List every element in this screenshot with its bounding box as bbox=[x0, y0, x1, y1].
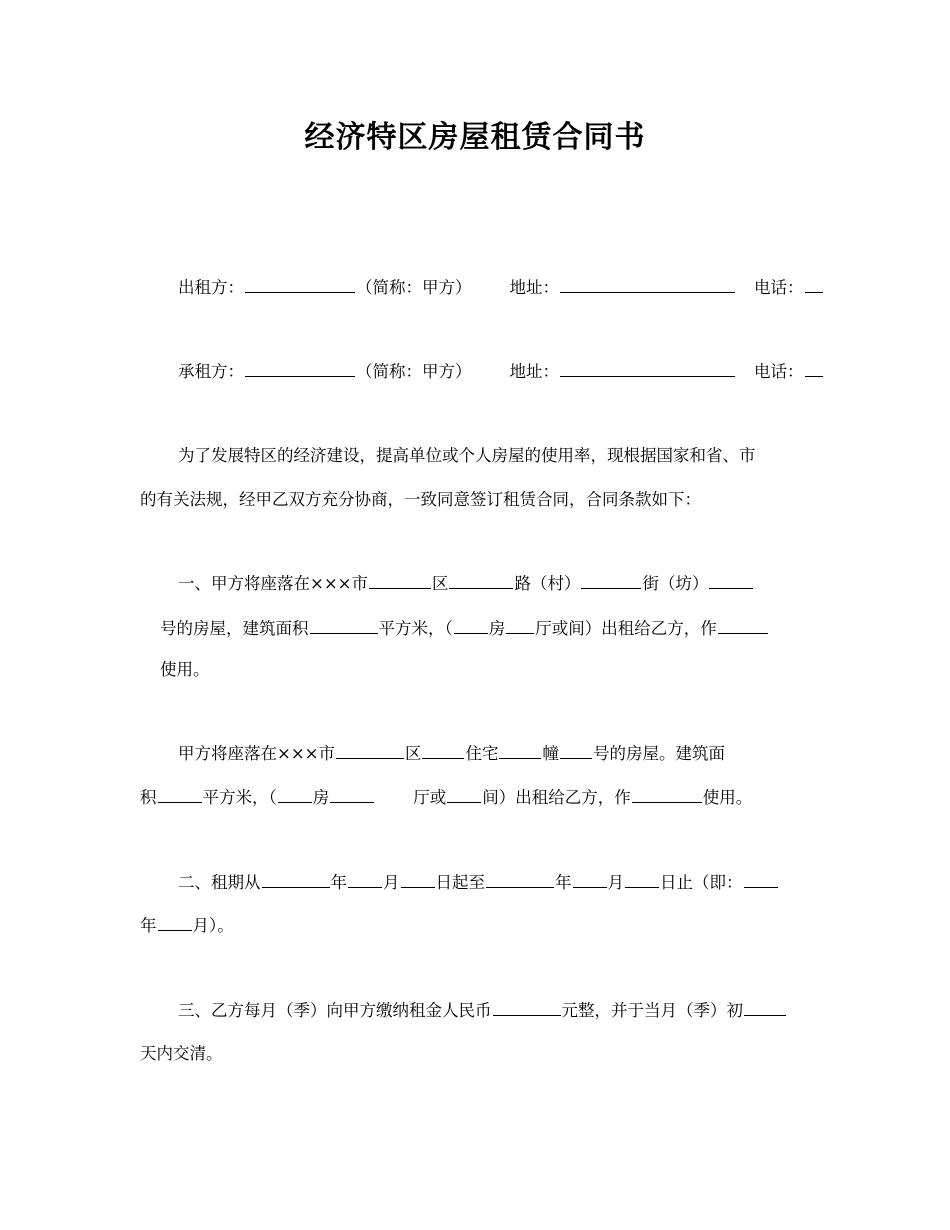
clause2-text: 二、租期从 bbox=[178, 873, 261, 892]
lessor-line bbox=[178, 274, 824, 302]
clause1-alt-text: 号的房屋。建筑面 bbox=[592, 744, 725, 763]
clause1-text: 一、甲方将座落在×××市 bbox=[178, 574, 368, 593]
lessee-phone-blank[interactable] bbox=[805, 359, 823, 377]
clause2-text: 年 bbox=[140, 916, 157, 935]
lessee-abbr: （简称：甲方） bbox=[356, 362, 472, 381]
clause2-text: 年 bbox=[330, 873, 347, 892]
clause2-line-2 bbox=[140, 912, 234, 940]
term-years-blank[interactable] bbox=[744, 870, 778, 888]
clause1-text: 房 bbox=[488, 619, 506, 638]
rooms-blank[interactable] bbox=[454, 616, 488, 634]
clause1-line-1 bbox=[178, 570, 754, 598]
lessee-name-blank[interactable] bbox=[245, 359, 355, 377]
clause1-text: 路（村） bbox=[514, 574, 581, 593]
clause1-text: 号的房屋，建筑面积 bbox=[160, 619, 309, 638]
clause3-text: 元整，并于当月（季）初 bbox=[561, 1001, 743, 1020]
rent-amount-blank[interactable] bbox=[493, 998, 561, 1016]
clause1-text: 厅或间）出租给乙方，作 bbox=[535, 619, 717, 638]
start-year-blank[interactable] bbox=[262, 870, 330, 888]
clause2-text: 月 bbox=[607, 873, 624, 892]
clause2-text: 日止（即： bbox=[660, 873, 743, 892]
document-title: 经济特区房屋租赁合同书 bbox=[304, 120, 646, 155]
rooms-blank[interactable] bbox=[278, 785, 312, 803]
clause1-alt-line-1 bbox=[178, 740, 725, 768]
clause1-text: 区 bbox=[431, 574, 449, 593]
lessee-address-blank[interactable] bbox=[560, 359, 735, 377]
lessee-line bbox=[178, 358, 824, 386]
lessee-label: 承租方： bbox=[178, 362, 244, 381]
clause1-alt-text: 区 bbox=[404, 744, 422, 763]
lessor-name-blank[interactable] bbox=[245, 275, 355, 293]
clause2-text: 月）。 bbox=[192, 916, 234, 935]
clause2-text: 月 bbox=[383, 873, 400, 892]
clause1-alt-text: 间）出租给乙方，作 bbox=[482, 788, 631, 807]
clause3-line-2: 天内交清。 bbox=[140, 1044, 223, 1063]
clause1-alt-text: 住宅 bbox=[465, 744, 499, 763]
clause1-alt-text: 平方米，（ bbox=[202, 788, 277, 807]
intro-line-1: 为了发展特区的经济建设，提高单位或个人房屋的使用率，现根据国家和省、市 bbox=[178, 446, 756, 465]
lessor-label: 出租方： bbox=[178, 278, 244, 297]
start-month-blank[interactable] bbox=[348, 870, 382, 888]
end-year-blank[interactable] bbox=[486, 870, 554, 888]
clause1-alt-text: 积 bbox=[140, 788, 157, 807]
lessor-address-label: 地址： bbox=[509, 278, 559, 297]
halls-blank[interactable] bbox=[330, 785, 374, 803]
end-month-blank[interactable] bbox=[573, 870, 607, 888]
building-blank[interactable] bbox=[499, 741, 541, 759]
city-blank[interactable] bbox=[336, 741, 404, 759]
number-blank[interactable] bbox=[560, 741, 592, 759]
lessor-address-blank[interactable] bbox=[560, 275, 735, 293]
lessee-phone-label: 电话： bbox=[754, 362, 804, 381]
street-blank[interactable] bbox=[709, 571, 753, 589]
clause1-alt-line-2 bbox=[140, 784, 752, 812]
clause1-text: 平方米，（ bbox=[378, 619, 453, 638]
payment-days-blank[interactable] bbox=[744, 998, 786, 1016]
area-blank[interactable] bbox=[310, 616, 378, 634]
usage-blank[interactable] bbox=[632, 785, 702, 803]
lessor-abbr: （简称：甲方） bbox=[356, 278, 472, 297]
rooms-or-blank[interactable] bbox=[447, 785, 481, 803]
clause1-alt-text: 使用。 bbox=[702, 788, 753, 807]
clause1-line-3: 使用。 bbox=[160, 660, 210, 679]
clause1-text: 街（坊） bbox=[642, 574, 709, 593]
clause3-text: 三、乙方每月（季）向甲方缴纳租金人民币 bbox=[178, 1001, 492, 1020]
start-day-blank[interactable] bbox=[401, 870, 435, 888]
intro-line-2: 的有关法规，经甲乙双方充分协商，一致同意签订租赁合同，合同条款如下： bbox=[140, 490, 701, 509]
district-blank[interactable] bbox=[449, 571, 513, 589]
lessee-address-label: 地址： bbox=[509, 362, 559, 381]
end-day-blank[interactable] bbox=[625, 870, 659, 888]
clause1-alt-text: 幢 bbox=[542, 744, 559, 763]
clause1-alt-text: 房 bbox=[312, 788, 330, 807]
road-blank[interactable] bbox=[581, 571, 641, 589]
lessor-phone-blank[interactable] bbox=[805, 275, 823, 293]
clause1-alt-text: 甲方将座落在×××市 bbox=[178, 744, 335, 763]
term-months-blank[interactable] bbox=[158, 913, 192, 931]
clause1-alt-text: 厅或 bbox=[413, 788, 447, 807]
clause3-line-1 bbox=[178, 997, 787, 1025]
city-blank[interactable] bbox=[369, 571, 431, 589]
clause2-text: 日起至 bbox=[435, 873, 485, 892]
clause2-line-1 bbox=[178, 869, 779, 897]
lessor-phone-label: 电话： bbox=[754, 278, 804, 297]
halls-blank[interactable] bbox=[506, 616, 534, 634]
residence-blank[interactable] bbox=[422, 741, 464, 759]
clause1-line-2 bbox=[160, 615, 769, 643]
clause2-text: 年 bbox=[555, 873, 572, 892]
area-blank[interactable] bbox=[158, 785, 202, 803]
usage-blank[interactable] bbox=[718, 616, 768, 634]
